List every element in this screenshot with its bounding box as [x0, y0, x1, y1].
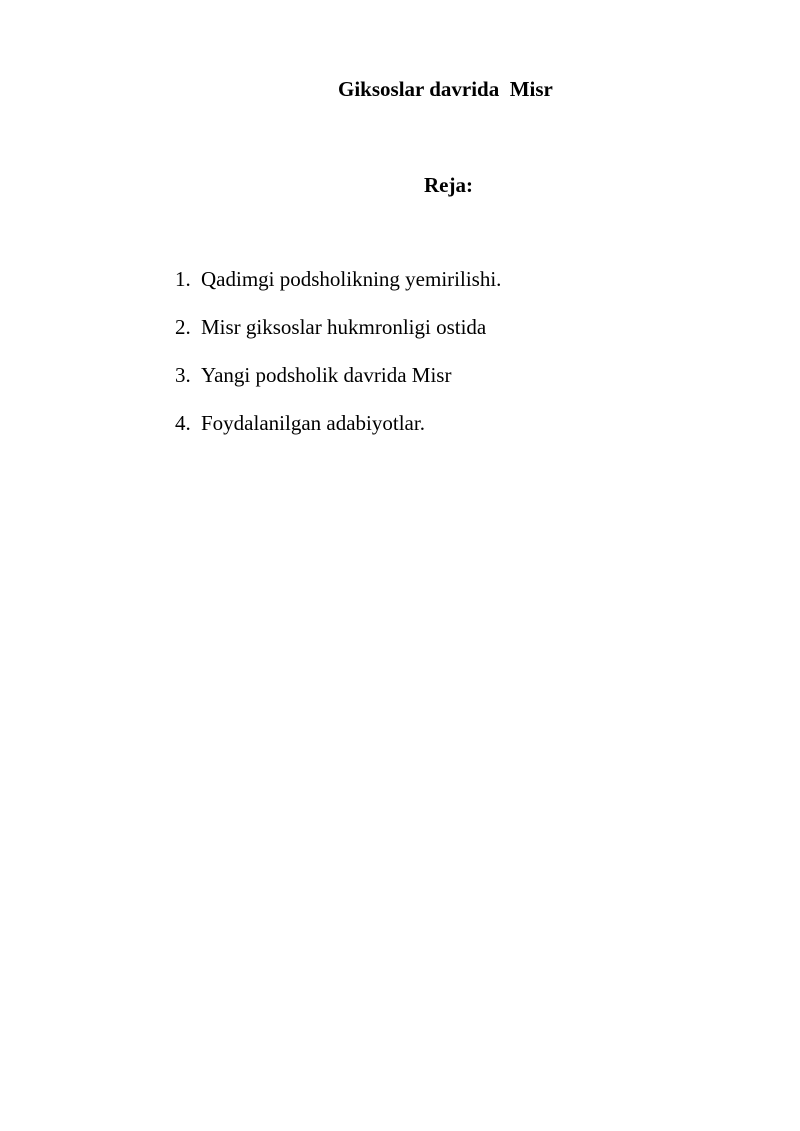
document-title: Giksoslar davrida Misr	[338, 77, 553, 101]
plan-item-number: 2.	[175, 315, 191, 339]
plan-item-text: Qadimgi podsholikning yemirilishi.	[201, 267, 502, 291]
plan-item-number: 3.	[175, 363, 191, 387]
plan-item-text: Yangi podsholik davrida Misr	[201, 363, 452, 387]
plan-heading: Reja:	[424, 173, 473, 197]
plan-item-number: 1.	[175, 267, 191, 291]
plan-item-3	[175, 362, 501, 410]
plan-item-2	[175, 314, 501, 362]
plan-item-text: Misr giksoslar hukmronligi ostida	[201, 315, 487, 339]
plan-item-number: 4.	[175, 411, 191, 435]
plan-item-text: Foydalanilgan adabiyotlar.	[201, 411, 425, 435]
plan-item-4	[175, 410, 501, 458]
plan-item-1	[175, 266, 501, 314]
plan-list	[175, 266, 501, 458]
